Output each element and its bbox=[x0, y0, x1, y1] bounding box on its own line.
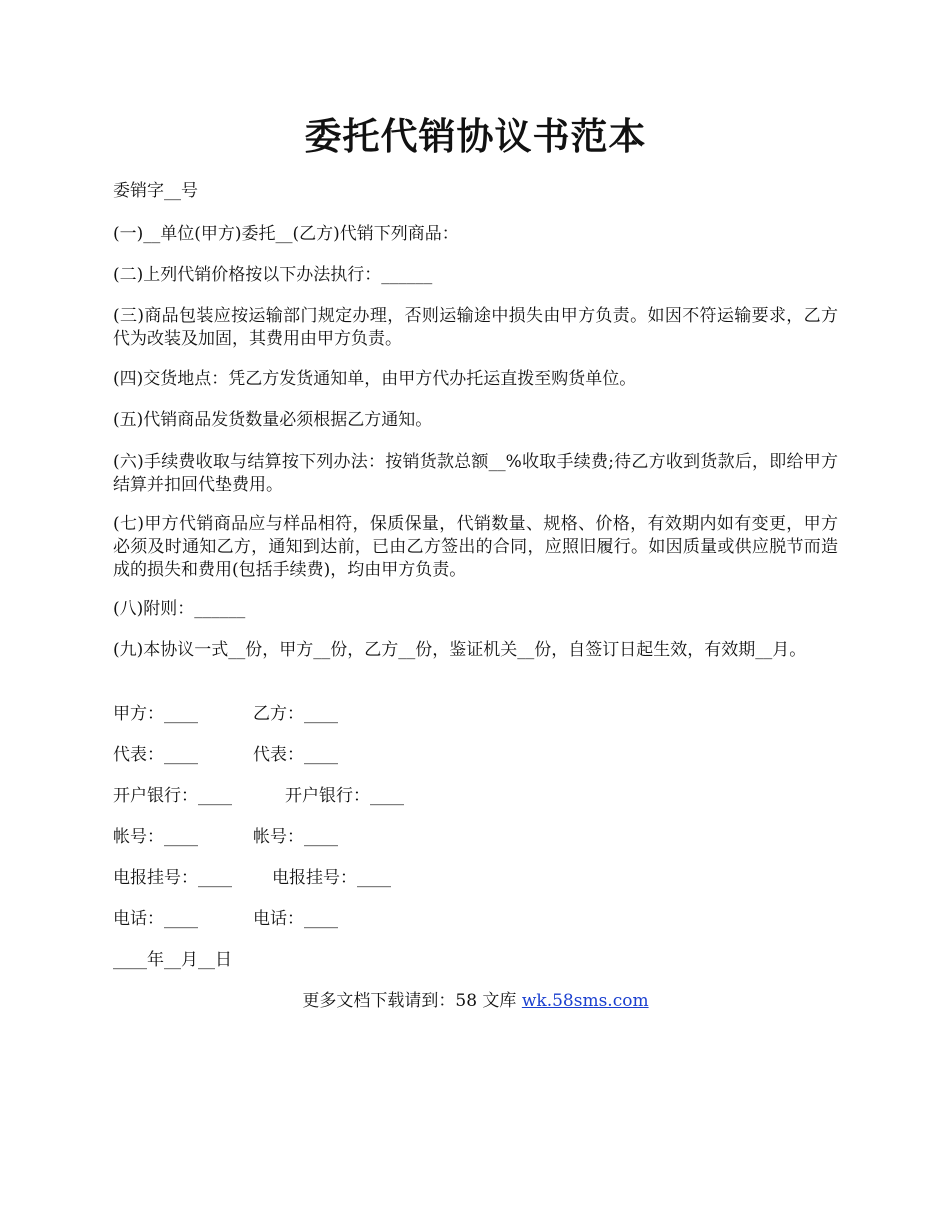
date-line: ____年__月__日 bbox=[113, 950, 232, 970]
signature-row-telegraph bbox=[113, 867, 838, 890]
signature-row-bank bbox=[113, 785, 838, 808]
party-b-representative: 代表：____ bbox=[253, 745, 338, 765]
party-a-bank: 开户银行：____ bbox=[113, 786, 232, 806]
clause-4: (四)交货地点：凭乙方发货通知单，由甲方代办托运直拨至购货单位。 bbox=[113, 369, 637, 389]
party-b-account: 帐号：____ bbox=[253, 827, 338, 847]
footer-text: 更多文档下载请到：58 文库 bbox=[302, 991, 522, 1011]
party-a-account: 帐号：____ bbox=[113, 827, 198, 847]
clause-7: (七)甲方代销商品应与样品相符，保质保量，代销数量、规格、价格，有效期内如有变更，甲方必须及时通知乙方，通知到达前，已由乙方签出的合同，应照旧履行。如因质量或供应脱节而造成的损失和费用(包括手续费)，均由甲方负责。 bbox=[113, 514, 838, 580]
clause-9: (九)本协议一式__份，甲方__份，乙方__份，鉴证机关__份，自签订日起生效，有效期__月。 bbox=[113, 640, 807, 660]
clause-5: (五)代销商品发货数量必须根据乙方通知。 bbox=[113, 410, 433, 430]
signature-row-phone bbox=[113, 908, 838, 931]
signature-row-party bbox=[113, 703, 838, 726]
signature-row-account bbox=[113, 826, 838, 849]
party-b-bank: 开户银行：____ bbox=[285, 786, 404, 806]
reference-number: 委销字__号 bbox=[113, 181, 198, 201]
footer bbox=[113, 990, 838, 1013]
party-a-telegraph: 电报挂号：____ bbox=[113, 868, 232, 888]
party-b-label: 乙方：____ bbox=[253, 704, 338, 724]
document-title: 委托代销协议书范本 bbox=[304, 114, 647, 158]
party-b-phone: 电话：____ bbox=[253, 909, 338, 929]
party-a-representative: 代表：____ bbox=[113, 745, 198, 765]
signature-row-representative bbox=[113, 744, 838, 767]
party-a-label: 甲方：____ bbox=[113, 704, 198, 724]
clause-8: (八)附则：______ bbox=[113, 599, 246, 619]
clause-6: (六)手续费收取与结算按下列办法：按销货款总额__%收取手续费;待乙方收到货款后，即给甲方结算并扣回代垫费用。 bbox=[113, 452, 838, 495]
party-a-phone: 电话：____ bbox=[113, 909, 198, 929]
clause-3: (三)商品包装应按运输部门规定办理，否则运输途中损失由甲方负责。如因不符运输要求，乙方代为改装及加固，其费用由甲方负责。 bbox=[113, 306, 838, 349]
clause-2: (二)上列代销价格按以下办法执行：______ bbox=[113, 265, 433, 285]
footer-link[interactable]: wk.58sms.com bbox=[521, 991, 649, 1011]
party-b-telegraph: 电报挂号：____ bbox=[272, 868, 391, 888]
clause-1: (一)__单位(甲方)委托__(乙方)代销下列商品： bbox=[113, 224, 459, 244]
